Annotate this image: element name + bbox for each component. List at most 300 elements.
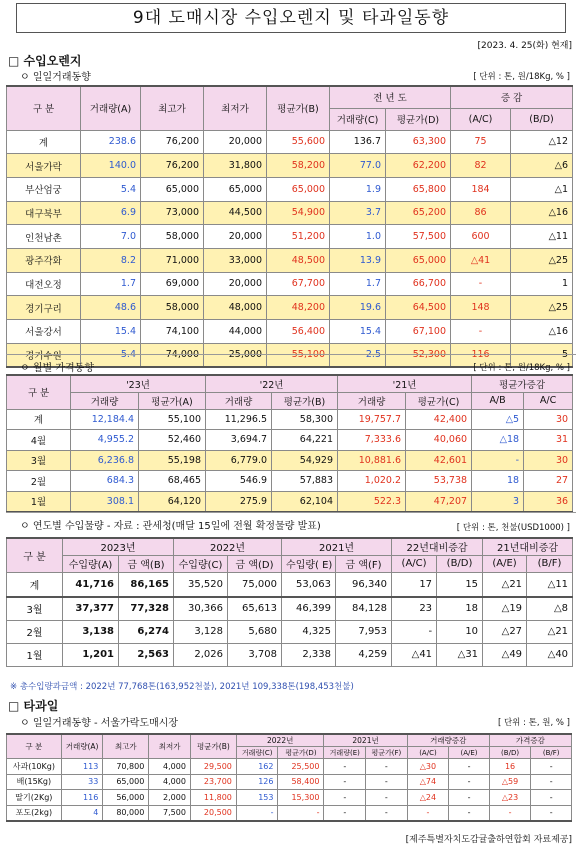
cell-c: 19.6 xyxy=(330,296,386,320)
cell-bd: 5 xyxy=(511,343,573,367)
cell-f: - xyxy=(366,805,408,821)
cell-bf: △11 xyxy=(527,572,573,597)
cell-d: 62,200 xyxy=(386,154,451,178)
col-vol-a: 거래량(A) xyxy=(81,86,141,130)
cell-a: 5.4 xyxy=(81,177,141,201)
cell-d: 65,800 xyxy=(386,177,451,201)
cell-a: 37,377 xyxy=(63,597,119,620)
cell-v23: 308.1 xyxy=(71,491,139,512)
cell-m: 대구북부 xyxy=(7,201,81,225)
cell-bf: - xyxy=(531,790,572,806)
cell-m: 포도(2kg) xyxy=(7,805,62,821)
table-row xyxy=(7,759,572,775)
cell-f: - xyxy=(366,759,408,775)
col-ac: A/C xyxy=(524,392,573,409)
col-bf: (B/F) xyxy=(531,747,572,759)
cell-c: 13.9 xyxy=(330,248,386,272)
cell-bd: 15 xyxy=(437,572,483,597)
col-vol-e: 수입량( E) xyxy=(282,555,336,572)
cell-c: 35,520 xyxy=(174,572,228,597)
col-bf: (B/F) xyxy=(527,555,573,572)
cell-ae: △19 xyxy=(483,597,527,620)
cell-c: 30,366 xyxy=(174,597,228,620)
col-high: 최고가 xyxy=(141,86,204,130)
cell-a: 238.6 xyxy=(81,130,141,154)
col-ab: A/B xyxy=(472,392,524,409)
col-vol-change: 거래량증감 xyxy=(407,734,489,747)
cell-e: 46,399 xyxy=(282,597,336,620)
cell-b: 77,328 xyxy=(119,597,174,620)
cell-c: 2,026 xyxy=(174,643,228,666)
cell-bf: - xyxy=(531,759,572,775)
cell-ae: - xyxy=(449,790,490,806)
cell-d: 66,700 xyxy=(386,272,451,296)
cell-p23: 68,465 xyxy=(139,471,206,492)
cell-bf: △40 xyxy=(527,643,573,666)
col-avg-b: 평균가(B) xyxy=(267,86,330,130)
table-row xyxy=(7,177,573,201)
cell-m: 서울가락 xyxy=(7,154,81,178)
other-unit: [ 단위 : 톤, 원, % ] xyxy=(497,718,570,728)
cell-ac: 82 xyxy=(451,154,511,178)
cell-ac: - xyxy=(407,805,449,821)
table-row xyxy=(7,450,573,471)
table-row xyxy=(7,130,573,154)
cell-ac: 30 xyxy=(524,450,573,471)
cell-m: 3월 xyxy=(7,597,63,620)
cell-hi: 74,100 xyxy=(141,320,204,344)
col-low: 최저가 xyxy=(204,86,267,130)
col-market: 구 분 xyxy=(7,86,81,130)
cell-m: 2월 xyxy=(7,620,63,643)
cell-m: 사과(10Kg) xyxy=(7,759,62,775)
cell-a: 6.9 xyxy=(81,201,141,225)
cell-hi: 65,000 xyxy=(103,774,149,790)
cell-v23: 12,184.4 xyxy=(71,409,139,430)
cell-m: 서울강서 xyxy=(7,320,81,344)
cell-d: 25,500 xyxy=(278,759,324,775)
cell-v21: 10,881.6 xyxy=(338,450,406,471)
col-vol-c: 수입량(C) xyxy=(174,555,228,572)
cell-m: 계 xyxy=(7,572,63,597)
cell-c: 1.9 xyxy=(330,177,386,201)
cell-b: 67,700 xyxy=(267,272,330,296)
cell-m: 인천남촌 xyxy=(7,225,81,249)
cell-bf: △21 xyxy=(527,620,573,643)
daily-unit: [ 단위 : 톤, 원/18Kg, % ] xyxy=(473,72,570,82)
cell-bf: △8 xyxy=(527,597,573,620)
col-vol-a: 수입량(A) xyxy=(63,555,119,572)
table-row xyxy=(7,597,573,620)
cell-v23: 4,955.2 xyxy=(71,430,139,451)
cell-bd: △1 xyxy=(511,177,573,201)
cell-hi: 56,000 xyxy=(103,790,149,806)
cell-ac: 116 xyxy=(451,343,511,367)
cell-bd: 1 xyxy=(511,272,573,296)
col-ac: (A/C) xyxy=(392,555,437,572)
cell-m: 경기수원 xyxy=(7,343,81,367)
cell-b: 55,600 xyxy=(267,130,330,154)
cell-hi: 70,800 xyxy=(103,759,149,775)
cell-b: 23,700 xyxy=(190,774,236,790)
cell-f: - xyxy=(366,774,408,790)
col-2022: 2022년 xyxy=(236,734,324,747)
cell-p21: 47,207 xyxy=(406,491,472,512)
cell-m: 3월 xyxy=(7,450,71,471)
col-avg-b: 평균가(B) xyxy=(190,734,236,759)
cell-m: 계 xyxy=(7,409,71,430)
cell-p21: 40,060 xyxy=(406,430,472,451)
cell-b: 2,563 xyxy=(119,643,174,666)
cell-c: 77.0 xyxy=(330,154,386,178)
cell-a: 3,138 xyxy=(63,620,119,643)
cell-f: - xyxy=(366,790,408,806)
cell-ae: △27 xyxy=(483,620,527,643)
cell-e: 2,338 xyxy=(282,643,336,666)
cell-lo: 48,000 xyxy=(204,296,267,320)
cell-hi: 74,000 xyxy=(141,343,204,367)
cell-ac: 86 xyxy=(451,201,511,225)
cell-v21: 1,020.2 xyxy=(338,471,406,492)
cell-ac: △30 xyxy=(407,759,449,775)
cell-f: 84,128 xyxy=(336,597,392,620)
col-avg-d: 평균가(D) xyxy=(278,747,324,759)
col-vs22: 22년대비증감 xyxy=(392,538,483,555)
col-avg-c: 평균가(C) xyxy=(406,392,472,409)
cell-b: 20,500 xyxy=(190,805,236,821)
cell-m: 부산엄궁 xyxy=(7,177,81,201)
cell-a: 113 xyxy=(61,759,103,775)
cell-b: 58,200 xyxy=(267,154,330,178)
cell-hi: 58,000 xyxy=(141,296,204,320)
col-vol-a: 거래량(A) xyxy=(61,734,103,759)
cell-bd: △25 xyxy=(511,248,573,272)
col-vol-23: 거래량 xyxy=(71,392,139,409)
cell-lo: 2,000 xyxy=(149,790,191,806)
section-other-fruit-heading: □ 타과일 xyxy=(8,699,59,713)
total-import-note: ※ 총수입량과금액 : 2022년 77,768톤(163,952천불), 2021년 109,338톤(198,453천불) xyxy=(10,682,354,692)
cell-b: 11,800 xyxy=(190,790,236,806)
cell-hi: 69,000 xyxy=(141,272,204,296)
col-amt-b: 금 액(B) xyxy=(119,555,174,572)
divider xyxy=(6,354,576,355)
cell-b: 48,500 xyxy=(267,248,330,272)
col-amt-d: 금 액(D) xyxy=(228,555,282,572)
cell-ac: △41 xyxy=(451,248,511,272)
col-bd: (B/D) xyxy=(489,747,531,759)
orange-monthly-table xyxy=(6,374,573,513)
cell-p21: 42,601 xyxy=(406,450,472,471)
cell-hi: 65,000 xyxy=(141,177,204,201)
cell-b: 56,400 xyxy=(267,320,330,344)
cell-ab: 3 xyxy=(472,491,524,512)
cell-bf: - xyxy=(531,774,572,790)
cell-ab: 18 xyxy=(472,471,524,492)
cell-bd: △16 xyxy=(511,320,573,344)
cell-p23: 55,198 xyxy=(139,450,206,471)
cell-bd: △16 xyxy=(511,201,573,225)
col-avg-f: 평균가(F) xyxy=(366,747,408,759)
table-row xyxy=(7,320,573,344)
divider xyxy=(6,512,576,513)
cell-lo: 20,000 xyxy=(204,130,267,154)
cell-ac: 148 xyxy=(451,296,511,320)
cell-m: 배(15Kg) xyxy=(7,774,62,790)
cell-bd: △31 xyxy=(437,643,483,666)
cell-ac: 17 xyxy=(392,572,437,597)
cell-d: 64,500 xyxy=(386,296,451,320)
orange-daily-table xyxy=(6,85,573,368)
cell-a: 116 xyxy=(61,790,103,806)
col-month: 구 분 xyxy=(7,375,71,409)
col-amt-f: 금 액(F) xyxy=(336,555,392,572)
cell-d: 58,400 xyxy=(278,774,324,790)
cell-v22: 11,296.5 xyxy=(206,409,272,430)
cell-ac: - xyxy=(392,620,437,643)
cell-m: 경기구리 xyxy=(7,296,81,320)
cell-p21: 53,738 xyxy=(406,471,472,492)
col-ac: (A/C) xyxy=(407,747,449,759)
cell-bd: 16 xyxy=(489,759,531,775)
cell-a: 7.0 xyxy=(81,225,141,249)
page-title: 9대 도매시장 수입오렌지 및 타과일동향 xyxy=(132,8,450,28)
cell-hi: 71,000 xyxy=(141,248,204,272)
cell-ac: △24 xyxy=(407,790,449,806)
cell-c: 3.7 xyxy=(330,201,386,225)
cell-ac: 36 xyxy=(524,491,573,512)
cell-a: 5.4 xyxy=(81,343,141,367)
cell-f: 96,340 xyxy=(336,572,392,597)
cell-hi: 73,000 xyxy=(141,201,204,225)
cell-hi: 76,200 xyxy=(141,154,204,178)
cell-a: 140.0 xyxy=(81,154,141,178)
col-item: 구 분 xyxy=(7,734,62,759)
cell-d: 5,680 xyxy=(228,620,282,643)
table-row xyxy=(7,774,572,790)
cell-c: 1.7 xyxy=(330,272,386,296)
cell-ae: - xyxy=(449,774,490,790)
table-row xyxy=(7,430,573,451)
col-label: 구 분 xyxy=(7,538,63,572)
cell-ae: - xyxy=(449,759,490,775)
col-prev-year: 전 년 도 xyxy=(330,86,451,108)
cell-c: 136.7 xyxy=(330,130,386,154)
cell-ac: 27 xyxy=(524,471,573,492)
cell-d: 65,000 xyxy=(386,248,451,272)
col-avg-a: 평균가(A) xyxy=(139,392,206,409)
cell-e: - xyxy=(324,774,366,790)
cell-f: 4,259 xyxy=(336,643,392,666)
cell-ac: △41 xyxy=(392,643,437,666)
cell-ab: △18 xyxy=(472,430,524,451)
col-avg-change: 평균가증감 xyxy=(472,375,573,392)
cell-ab: - xyxy=(472,450,524,471)
table-row xyxy=(7,620,573,643)
cell-lo: 65,000 xyxy=(204,177,267,201)
cell-a: 1,201 xyxy=(63,643,119,666)
cell-b: 65,000 xyxy=(267,177,330,201)
cell-lo: 33,000 xyxy=(204,248,267,272)
col-vol-e: 거래량(E) xyxy=(324,747,366,759)
cell-d: 67,100 xyxy=(386,320,451,344)
cell-bd: △6 xyxy=(511,154,573,178)
cell-a: 33 xyxy=(61,774,103,790)
table-row xyxy=(7,471,573,492)
col-y21: '21년 xyxy=(338,375,472,392)
cell-ac: 600 xyxy=(451,225,511,249)
cell-f: 7,953 xyxy=(336,620,392,643)
cell-c: 126 xyxy=(236,774,278,790)
col-high: 최고가 xyxy=(103,734,149,759)
col-vol-c: 거래량(C) xyxy=(236,747,278,759)
cell-ac: 184 xyxy=(451,177,511,201)
cell-bd: △11 xyxy=(511,225,573,249)
col-2021: 2021년 xyxy=(282,538,392,555)
col-vol-21: 거래량 xyxy=(338,392,406,409)
cell-v22: 6,779.0 xyxy=(206,450,272,471)
cell-d: 15,300 xyxy=(278,790,324,806)
cell-a: 41,716 xyxy=(63,572,119,597)
cell-lo: 25,000 xyxy=(204,343,267,367)
cell-ac: 75 xyxy=(451,130,511,154)
cell-ae: △49 xyxy=(483,643,527,666)
col-bd: (B/D) xyxy=(437,555,483,572)
cell-ab: △5 xyxy=(472,409,524,430)
cell-p23: 55,100 xyxy=(139,409,206,430)
cell-d: 3,708 xyxy=(228,643,282,666)
report-date: [2023. 4. 25(화) 현재] xyxy=(477,41,572,51)
cell-e: 53,063 xyxy=(282,572,336,597)
cell-lo: 20,000 xyxy=(204,272,267,296)
col-vol-c: 거래량(C) xyxy=(330,108,386,130)
cell-m: 2월 xyxy=(7,471,71,492)
cell-a: 1.7 xyxy=(81,272,141,296)
col-2021: 2021년 xyxy=(324,734,407,747)
cell-ac: 31 xyxy=(524,430,573,451)
col-y22: '22년 xyxy=(206,375,338,392)
cell-c: 3,128 xyxy=(174,620,228,643)
col-y23: '23년 xyxy=(71,375,206,392)
cell-ae: - xyxy=(449,805,490,821)
cell-e: 4,325 xyxy=(282,620,336,643)
other-daily-subheading: ㅇ 일일거래동향 - 서울가락도매시장 xyxy=(20,718,179,729)
table-row xyxy=(7,154,573,178)
cell-v21: 19,757.7 xyxy=(338,409,406,430)
table-row xyxy=(7,491,573,512)
cell-bd: △25 xyxy=(511,296,573,320)
cell-e: - xyxy=(324,790,366,806)
col-ae: (A/E) xyxy=(483,555,527,572)
cell-c: 15.4 xyxy=(330,320,386,344)
cell-d: 65,200 xyxy=(386,201,451,225)
cell-b: 51,200 xyxy=(267,225,330,249)
cell-m: 4월 xyxy=(7,430,71,451)
cell-bd: - xyxy=(489,805,531,821)
cell-lo: 31,800 xyxy=(204,154,267,178)
table-row xyxy=(7,201,573,225)
cell-lo: 7,500 xyxy=(149,805,191,821)
cell-a: 48.6 xyxy=(81,296,141,320)
cell-e: - xyxy=(324,805,366,821)
cell-bd: △59 xyxy=(489,774,531,790)
cell-a: 15.4 xyxy=(81,320,141,344)
table-row xyxy=(7,805,572,821)
cell-c: 162 xyxy=(236,759,278,775)
cell-hi: 80,000 xyxy=(103,805,149,821)
cell-p23: 52,460 xyxy=(139,430,206,451)
table-row xyxy=(7,225,573,249)
cell-v22: 3,694.7 xyxy=(206,430,272,451)
cell-bd: △12 xyxy=(511,130,573,154)
other-fruit-table xyxy=(6,733,572,822)
cell-ac: - xyxy=(451,272,511,296)
cell-bf: - xyxy=(531,805,572,821)
cell-m: 1월 xyxy=(7,643,63,666)
cell-bd: 18 xyxy=(437,597,483,620)
cell-hi: 58,000 xyxy=(141,225,204,249)
cell-p22: 58,300 xyxy=(272,409,338,430)
col-2022: 2022년 xyxy=(174,538,282,555)
cell-p23: 64,120 xyxy=(139,491,206,512)
cell-e: - xyxy=(324,759,366,775)
cell-c: 153 xyxy=(236,790,278,806)
col-low: 최저가 xyxy=(149,734,191,759)
cell-hi: 76,200 xyxy=(141,130,204,154)
cell-b: 6,274 xyxy=(119,620,174,643)
cell-a: 4 xyxy=(61,805,103,821)
cell-d: 57,500 xyxy=(386,225,451,249)
cell-lo: 4,000 xyxy=(149,774,191,790)
cell-ac: - xyxy=(451,320,511,344)
table-row xyxy=(7,296,573,320)
col-ac: (A/C) xyxy=(451,108,511,130)
cell-v23: 684.3 xyxy=(71,471,139,492)
cell-d: 63,300 xyxy=(386,130,451,154)
monthly-unit: [ 단위 : 톤, 원/18Kg, % ] xyxy=(473,363,570,373)
cell-v22: 275.9 xyxy=(206,491,272,512)
table-row xyxy=(7,248,573,272)
table-row xyxy=(7,272,573,296)
cell-lo: 44,000 xyxy=(204,320,267,344)
col-vol-22: 거래량 xyxy=(206,392,272,409)
cell-b: 54,900 xyxy=(267,201,330,225)
col-vs21: 21년대비증감 xyxy=(483,538,573,555)
cell-bd: △23 xyxy=(489,790,531,806)
col-bd: (B/D) xyxy=(511,108,573,130)
cell-m: 광주각화 xyxy=(7,248,81,272)
cell-ac: 23 xyxy=(392,597,437,620)
cell-p22: 54,929 xyxy=(272,450,338,471)
cell-p21: 42,400 xyxy=(406,409,472,430)
daily-trend-subheading: ㅇ 일일거래동향 xyxy=(20,72,91,83)
cell-c: 2.5 xyxy=(330,343,386,367)
cell-v23: 6,236.8 xyxy=(71,450,139,471)
cell-b: 48,200 xyxy=(267,296,330,320)
yearly-unit: [ 단위 : 톤, 천불(USD1000) ] xyxy=(456,523,570,533)
cell-bd: 10 xyxy=(437,620,483,643)
yearly-subheading: ㅇ 연도별 수입물량 - 자료 : 관세청(매달 15일에 전월 확정물량 발표) xyxy=(20,521,321,532)
data-source: [제주특별자치도감귤출하연합회 자료제공] xyxy=(405,835,572,845)
cell-b: 29,500 xyxy=(190,759,236,775)
cell-lo: 44,500 xyxy=(204,201,267,225)
col-avg-b: 평균가(B) xyxy=(272,392,338,409)
table-row xyxy=(7,409,573,430)
orange-yearly-table xyxy=(6,537,573,667)
table-row xyxy=(7,790,572,806)
col-ae: (A/E) xyxy=(449,747,490,759)
cell-p22: 64,221 xyxy=(272,430,338,451)
cell-m: 딸기(2Kg) xyxy=(7,790,62,806)
